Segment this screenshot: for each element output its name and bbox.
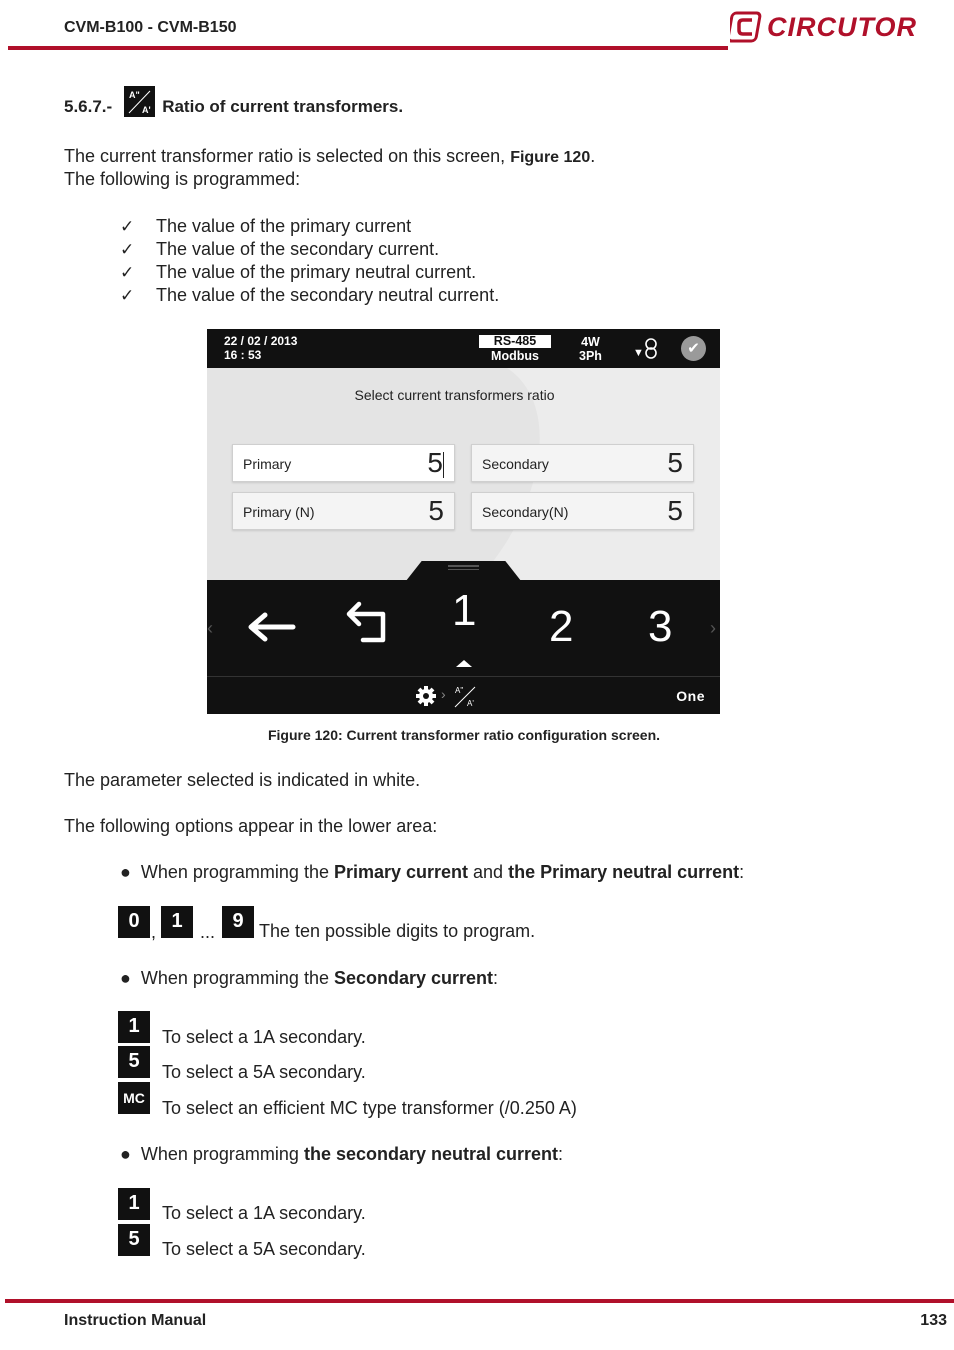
intro-period: .	[590, 146, 596, 166]
primary-neutral-label: Primary (N)	[243, 504, 315, 520]
screen-prompt: Select current transformers ratio	[354, 387, 555, 403]
key-3[interactable]: 3	[648, 602, 673, 651]
footer-title: Instruction Manual	[64, 1312, 207, 1329]
checkmark-icon: ✓	[120, 285, 135, 305]
primary-neutral-value: 5	[428, 495, 444, 526]
key-0: 0	[118, 906, 150, 938]
wiring-indicator	[579, 335, 602, 363]
comm-protocol-text: Modbus	[491, 349, 539, 363]
checkmark-icon: ✓	[120, 262, 135, 282]
text-cursor	[443, 452, 444, 478]
chevron-left-icon[interactable]: ‹	[207, 618, 213, 638]
separator-comma: ,	[151, 922, 157, 942]
primary-value: 5	[427, 447, 443, 478]
section-heading	[64, 86, 403, 117]
figure-caption: Figure 120: Current transformer ratio configuration screen.	[267, 727, 661, 743]
time-text: 16 : 53	[224, 348, 262, 362]
gear-icon	[414, 684, 438, 708]
chevron-right-icon[interactable]: ›	[710, 618, 716, 638]
circutor-logo-icon	[730, 10, 764, 44]
bullet-dot-icon: ●	[120, 1144, 141, 1164]
list-item-text: The value of the secondary current.	[156, 239, 440, 259]
bullet-text: :	[739, 862, 745, 882]
bullet-text: When programming	[140, 1144, 304, 1164]
key-5: 5	[118, 1046, 150, 1078]
key-1: 1	[118, 1188, 150, 1220]
logo-text: CIRCUTOR	[767, 11, 918, 42]
primary-label: Primary	[243, 456, 292, 472]
bullet-bold-text: the Primary neutral current	[508, 862, 740, 882]
triangle-down-icon: ▼	[633, 347, 644, 359]
ct-ratio-icon	[453, 683, 479, 709]
header-rule	[8, 46, 728, 50]
intro-line-2: The following is programmed:	[64, 169, 301, 189]
primary-neutral-field[interactable]	[232, 492, 455, 530]
svg-text:A": A"	[129, 90, 140, 100]
intro-line-1	[64, 146, 595, 167]
bullet-bold-text: Primary current	[333, 862, 469, 882]
confirm-check-icon[interactable]: ✔	[681, 336, 706, 361]
tab-grip-line	[448, 565, 479, 567]
list-item-text: The value of the primary neutral current.	[156, 262, 477, 282]
paragraph-selected: The parameter selected is indicated in white.	[64, 770, 421, 790]
figure-reference: Figure 120	[510, 149, 591, 166]
wiring-top-text: 4W	[581, 335, 600, 349]
bullet-text: :	[493, 968, 499, 988]
checkmark-icon: ✓	[120, 216, 135, 236]
keypad-strip	[207, 580, 720, 676]
primary-value-wrap	[427, 447, 444, 479]
programmed-items-list	[120, 215, 499, 307]
bullet-bold-text: the secondary neutral current	[303, 1144, 559, 1164]
device-screen-figure	[207, 329, 720, 714]
list-item	[120, 238, 499, 261]
svg-text:A': A'	[142, 105, 151, 115]
bullet-bold-text: Secondary current	[333, 968, 494, 988]
secondary-label: Secondary	[482, 456, 549, 472]
key-1: 1	[118, 1011, 150, 1043]
secondary-neutral-value: 5	[667, 495, 683, 526]
bullet-text: :	[558, 1144, 564, 1164]
option-description: To select a 5A secondary.	[162, 1239, 366, 1259]
date-time	[224, 334, 297, 362]
bullet-dot-icon: ●	[120, 862, 141, 882]
option-description: To select an efficient MC type transformer (/0.250 A)	[162, 1098, 577, 1118]
footer-rule	[5, 1299, 954, 1303]
list-item	[120, 284, 499, 307]
bullet-secondary	[120, 968, 498, 989]
backspace-arrow-icon[interactable]	[245, 609, 297, 645]
list-item	[120, 215, 499, 238]
checkmark-icon: ✓	[120, 239, 135, 259]
breadcrumb-bar	[207, 676, 720, 714]
secondary-neutral-field[interactable]	[471, 492, 694, 530]
bullet-neutral	[120, 1144, 563, 1165]
bullet-text: and	[468, 862, 509, 882]
caret-up-icon	[456, 660, 472, 667]
tab-grip-line	[448, 569, 479, 570]
key-9: 9	[222, 906, 254, 938]
bullet-primary	[120, 862, 744, 883]
status-bar	[207, 329, 720, 368]
key-2[interactable]: 2	[549, 602, 574, 651]
option-description: To select a 5A secondary.	[162, 1062, 366, 1082]
key-1[interactable]: 1	[452, 586, 477, 635]
key-mc: MC	[118, 1082, 150, 1114]
secondary-value: 5	[667, 447, 683, 478]
key-5: 5	[118, 1224, 150, 1256]
paragraph-options: The following options appear in the lower area:	[64, 816, 438, 836]
option-description: To select a 1A secondary.	[162, 1027, 366, 1047]
breadcrumb-chevron-icon: ›	[441, 686, 446, 702]
secondary-field[interactable]	[471, 444, 694, 482]
svg-text:A": A"	[455, 686, 464, 695]
option-description: To select a 1A secondary.	[162, 1203, 366, 1223]
date-text: 22 / 02 / 2013	[224, 334, 298, 348]
ellipsis: ...	[200, 922, 216, 942]
svg-text:A': A'	[467, 699, 474, 708]
current-transformer-icon	[644, 337, 658, 361]
digits-description: The ten possible digits to program.	[259, 921, 536, 941]
page-number: 133	[920, 1312, 947, 1329]
comm-protocol-badge: RS-485	[479, 335, 551, 348]
intro-text: The current transformer ratio is selected on this screen,	[64, 146, 511, 166]
bullet-dot-icon: ●	[120, 968, 141, 988]
secondary-neutral-label: Secondary(N)	[482, 504, 569, 520]
section-title: Ratio of current transformers.	[162, 97, 404, 116]
list-item-text: The value of the secondary neutral current.	[156, 285, 500, 305]
ct-ratio-icon	[124, 86, 155, 117]
wiring-bottom-text: 3Ph	[579, 349, 602, 363]
key-1: 1	[161, 906, 193, 938]
section-number: 5.6.7.-	[64, 97, 113, 116]
input-mode-label: One	[676, 688, 705, 704]
brand-logo	[730, 10, 917, 44]
list-item-text: The value of the primary current	[156, 216, 412, 236]
bullet-text: When programming the	[140, 968, 334, 988]
list-item	[120, 261, 499, 284]
document-title: CVM-B100 - CVM-B150	[64, 19, 237, 36]
primary-field[interactable]	[232, 444, 455, 482]
undo-return-icon[interactable]	[343, 600, 391, 646]
bullet-text: When programming the	[140, 862, 334, 882]
